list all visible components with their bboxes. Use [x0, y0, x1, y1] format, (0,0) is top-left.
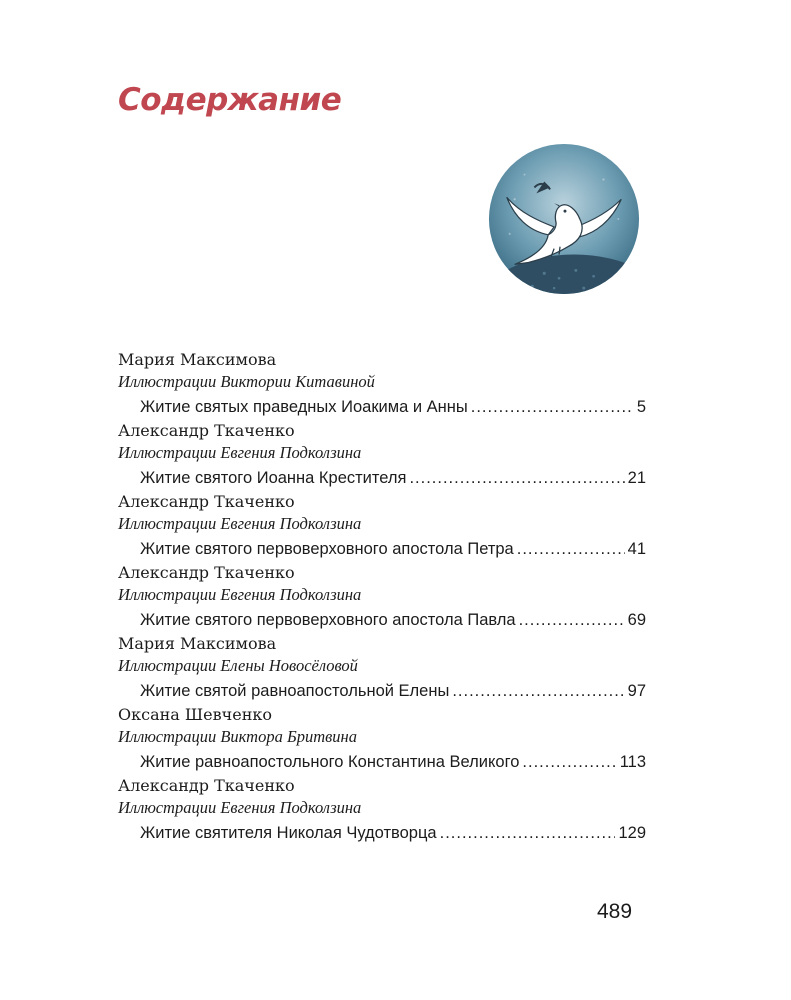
page-number: 489 — [597, 900, 633, 923]
entry-illustrator: Иллюстрации Евгения Подколзина — [118, 514, 362, 533]
entry-author: Александр Ткаченко — [118, 563, 295, 582]
entry-page-number: 129 — [618, 824, 646, 842]
entry-author: Оксана Шевченко — [118, 705, 272, 724]
toc-entry — [118, 420, 646, 491]
dot-leader — [522, 749, 616, 775]
entry-illustrator: Иллюстрации Виктории Китавиной — [118, 372, 375, 391]
page-title: Содержание — [118, 82, 342, 118]
dot-leader — [440, 820, 616, 846]
toc-entry — [118, 704, 646, 775]
entry-illustrator: Иллюстрации Евгения Подколзина — [118, 443, 362, 462]
toc-entry — [118, 775, 646, 846]
entry-author: Александр Ткаченко — [118, 492, 295, 511]
entry-title: Житие святой равноапостольной Елены — [140, 682, 450, 700]
entry-title: Житие святителя Николая Чудотворца — [140, 824, 437, 842]
toc-entry — [118, 633, 646, 704]
toc-entry — [118, 491, 646, 562]
entry-illustrator: Иллюстрации Елены Новосёловой — [118, 656, 358, 675]
entry-page-number: 41 — [627, 540, 646, 558]
entry-author: Мария Максимова — [118, 634, 277, 653]
entry-page-number: 113 — [619, 753, 646, 771]
entry-page-number: 5 — [636, 398, 646, 416]
toc-entry — [118, 562, 646, 633]
entry-title: Житие равноапостольного Константина Великого — [140, 753, 520, 771]
table-of-contents — [118, 349, 646, 846]
entry-title: Житие святых праведных Иоакима и Анны — [140, 398, 468, 416]
dot-leader — [452, 678, 624, 704]
toc-link[interactable] — [118, 749, 646, 775]
toc-link[interactable] — [118, 678, 646, 704]
entry-page-number: 69 — [627, 611, 646, 629]
dot-leader — [409, 465, 624, 491]
toc-link[interactable] — [118, 536, 646, 562]
dot-leader — [517, 536, 625, 562]
entry-illustrator: Иллюстрации Евгения Подколзина — [118, 798, 362, 817]
dot-leader — [519, 607, 625, 633]
entry-title: Житие святого Иоанна Крестителя — [140, 469, 407, 487]
entry-page-number: 97 — [627, 682, 646, 700]
entry-author: Александр Ткаченко — [118, 776, 295, 795]
entry-title: Житие святого первоверховного апостола Павла — [140, 611, 516, 629]
dot-leader — [471, 394, 634, 420]
entry-illustrator: Иллюстрации Виктора Бритвина — [118, 727, 357, 746]
toc-link[interactable] — [118, 465, 646, 491]
entry-author: Александр Ткаченко — [118, 421, 295, 440]
dove-icon — [485, 140, 643, 298]
toc-link[interactable] — [118, 820, 646, 846]
toc-link[interactable] — [118, 394, 646, 420]
toc-entry — [118, 349, 646, 420]
entry-illustrator: Иллюстрации Евгения Подколзина — [118, 585, 362, 604]
entry-page-number: 21 — [627, 469, 646, 487]
entry-title: Житие святого первоверховного апостола Петра — [140, 540, 514, 558]
toc-link[interactable] — [118, 607, 646, 633]
entry-author: Мария Максимова — [118, 350, 277, 369]
